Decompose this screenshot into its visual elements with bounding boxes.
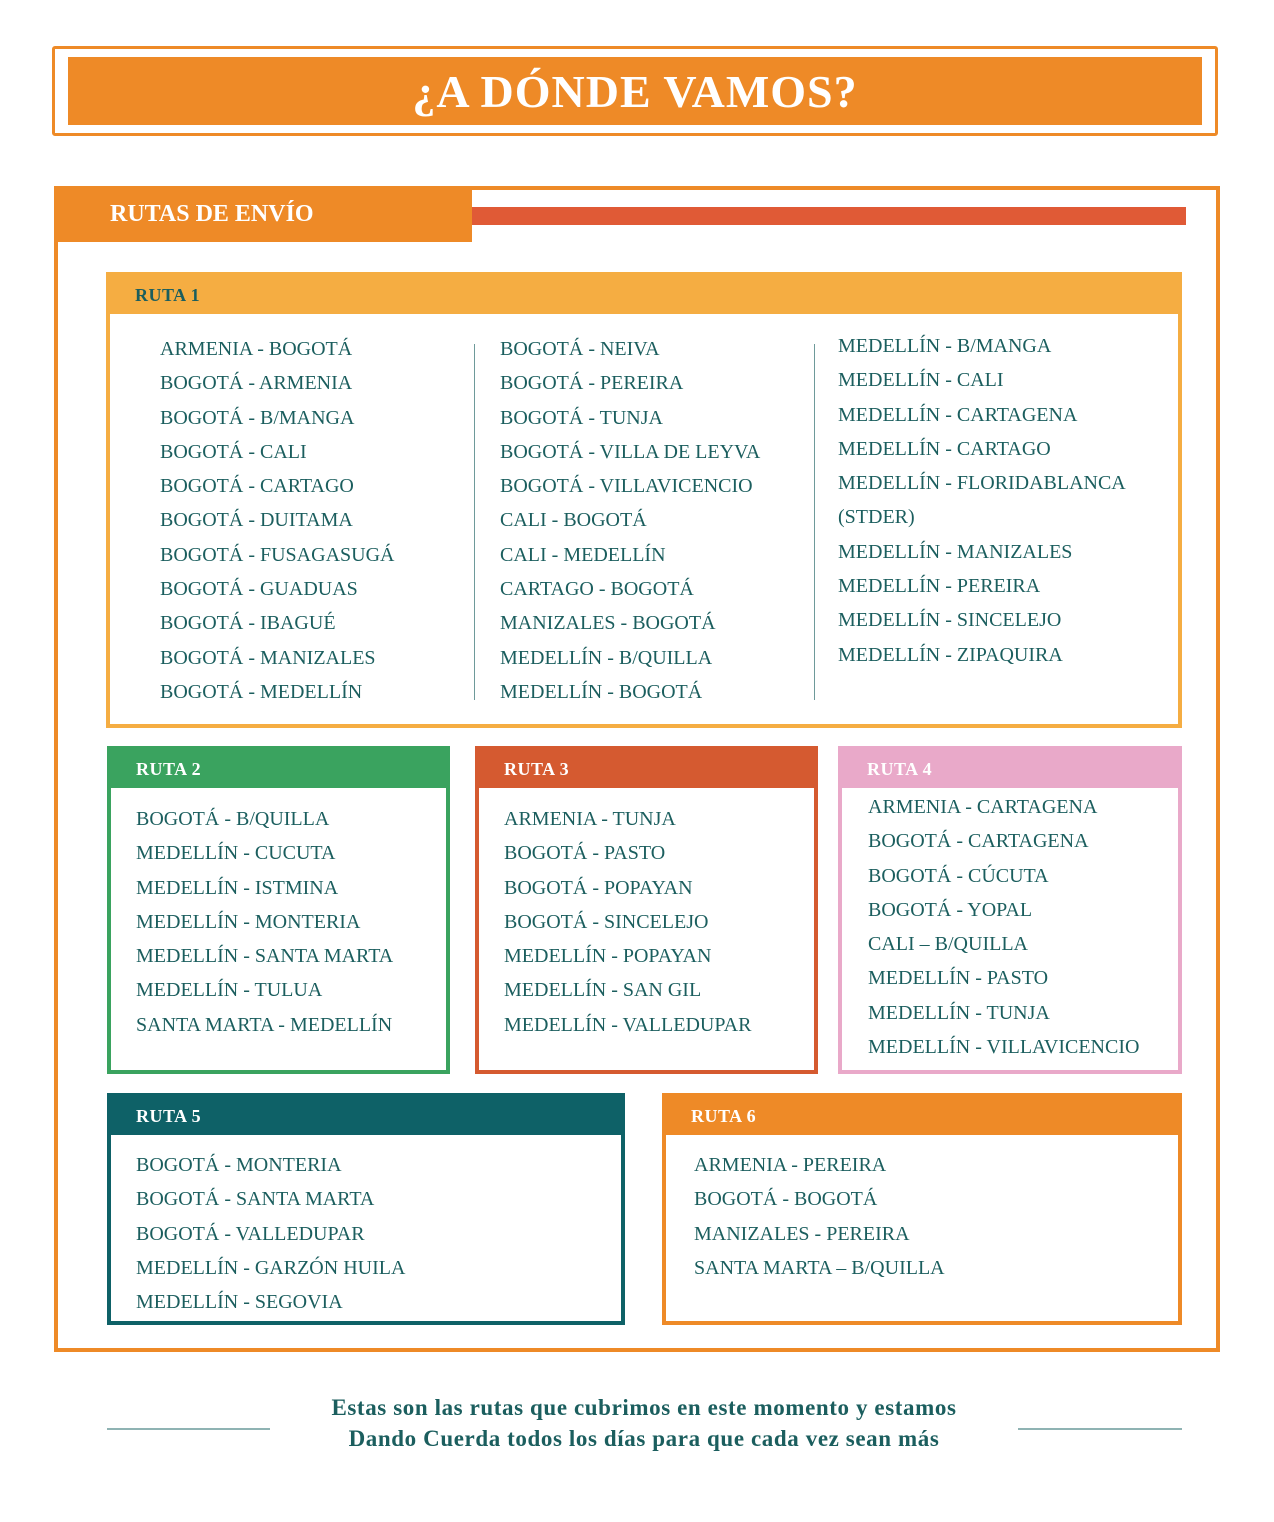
route-6-list bbox=[666, 1135, 1178, 1285]
route-item: BOGOTÁ - MEDELLÍN bbox=[160, 680, 363, 703]
footer-line-1: Estas son las rutas que cubrimos en este momento y estamos bbox=[331, 1395, 957, 1420]
route-3-list bbox=[479, 788, 814, 1042]
route-item: MEDELLÍN - VILLAVICENCIO bbox=[868, 1036, 1140, 1059]
route-item: SANTA MARTA – B/QUILLA bbox=[694, 1256, 945, 1279]
route-item: MEDELLÍN - POPAYAN bbox=[504, 945, 712, 968]
route-item: MEDELLÍN - MANIZALES bbox=[838, 540, 1073, 563]
route-item: BOGOTÁ - POPAYAN bbox=[504, 876, 693, 899]
route-item: BOGOTÁ - VALLEDUPAR bbox=[136, 1222, 365, 1245]
route-item: CARTAGO - BOGOTÁ bbox=[500, 578, 694, 601]
route-item: MEDELLÍN - VALLEDUPAR bbox=[504, 1013, 752, 1036]
section-accent-bar bbox=[472, 207, 1186, 225]
footer-message bbox=[270, 1392, 1018, 1454]
footer-line-2: Dando Cuerda todos los días para que cada vez sean más bbox=[348, 1426, 940, 1451]
route-5-header: RUTA 5 bbox=[111, 1097, 621, 1135]
route-4-header: RUTA 4 bbox=[842, 750, 1178, 788]
route-item: BOGOTÁ - PEREIRA bbox=[500, 372, 684, 395]
page-title: ¿A DÓNDE VAMOS? bbox=[412, 65, 858, 117]
route-item: MEDELLÍN - SAN GIL bbox=[504, 979, 702, 1002]
route-1-header: RUTA 1 bbox=[110, 276, 1178, 314]
route-item: (STDER) bbox=[838, 506, 915, 529]
route-item: BOGOTÁ - BOGOTÁ bbox=[694, 1188, 878, 1211]
route-item: CALI - MEDELLÍN bbox=[500, 543, 666, 566]
route-item: BOGOTÁ - CALI bbox=[160, 440, 307, 463]
route-item: MANIZALES - BOGOTÁ bbox=[500, 612, 716, 635]
route-item: BOGOTÁ - CÚCUTA bbox=[868, 864, 1049, 887]
route-item: MEDELLÍN - ZIPAQUIRA bbox=[838, 643, 1063, 666]
route-item: MEDELLÍN - CALI bbox=[838, 369, 1004, 392]
route-item: BOGOTÁ - DUITAMA bbox=[160, 509, 353, 532]
route-item: MEDELLÍN - B/QUILLA bbox=[500, 646, 713, 669]
route-item: BOGOTÁ - CARTAGO bbox=[160, 475, 354, 498]
route-1-box bbox=[106, 272, 1182, 728]
route-item: BOGOTÁ - PASTO bbox=[504, 842, 666, 865]
route-2-box bbox=[107, 746, 450, 1074]
footer-rule-right bbox=[1018, 1428, 1182, 1430]
route-4-box bbox=[838, 746, 1182, 1074]
route-item: ARMENIA - TUNJA bbox=[504, 808, 676, 830]
route-item: MEDELLÍN - TUNJA bbox=[868, 1001, 1050, 1024]
route-2-header: RUTA 2 bbox=[111, 750, 446, 788]
route-item: BOGOTÁ - TUNJA bbox=[500, 406, 663, 429]
footer-rule-left bbox=[107, 1428, 270, 1430]
route-6-header: RUTA 6 bbox=[666, 1097, 1178, 1135]
route-item: SANTA MARTA - MEDELLÍN bbox=[136, 1013, 393, 1036]
route-item: ARMENIA - PEREIRA bbox=[694, 1154, 887, 1176]
route-item: BOGOTÁ - YOPAL bbox=[868, 898, 1033, 921]
route-item: MEDELLÍN - CUCUTA bbox=[136, 842, 336, 865]
route-item: BOGOTÁ - MONTERIA bbox=[136, 1154, 342, 1176]
route-item: MEDELLÍN - CARTAGO bbox=[838, 437, 1051, 460]
route-item: ARMENIA - BOGOTÁ bbox=[160, 338, 353, 360]
route-3-header: RUTA 3 bbox=[479, 750, 814, 788]
column-divider bbox=[814, 344, 815, 700]
route-item: BOGOTÁ - NEIVA bbox=[500, 338, 660, 360]
title-banner-fill bbox=[68, 57, 1202, 125]
route-item: BOGOTÁ - ARMENIA bbox=[160, 372, 353, 395]
route-5-list bbox=[111, 1135, 621, 1319]
title-banner bbox=[52, 46, 1218, 136]
route-item: BOGOTÁ - VILLAVICENCIO bbox=[500, 475, 753, 498]
route-item: MANIZALES - PEREIRA bbox=[694, 1222, 910, 1245]
route-item: MEDELLÍN - MONTERIA bbox=[136, 910, 361, 933]
route-4-list bbox=[842, 788, 1178, 1064]
route-item: MEDELLÍN - PEREIRA bbox=[838, 575, 1041, 598]
column-divider bbox=[474, 344, 475, 700]
route-item: MEDELLÍN - PASTO bbox=[868, 967, 1049, 990]
route-item: MEDELLÍN - SEGOVIA bbox=[136, 1291, 343, 1314]
route-item: MEDELLÍN - GARZÓN HUILA bbox=[136, 1256, 406, 1279]
route-item: MEDELLÍN - B/MANGA bbox=[838, 335, 1052, 357]
route-item: MEDELLÍN - ISTMINA bbox=[136, 876, 339, 899]
route-item: MEDELLÍN - FLORIDABLANCA bbox=[838, 472, 1126, 495]
route-1-column-3 bbox=[838, 329, 1126, 672]
route-item: BOGOTÁ - SINCELEJO bbox=[504, 910, 709, 933]
route-item: CALI - BOGOTÁ bbox=[500, 509, 647, 532]
route-1-column-1 bbox=[160, 332, 394, 709]
route-item: MEDELLÍN - SANTA MARTA bbox=[136, 945, 394, 968]
route-item: BOGOTÁ - CARTAGENA bbox=[868, 830, 1089, 853]
route-item: BOGOTÁ - MANIZALES bbox=[160, 646, 376, 669]
route-item: BOGOTÁ - IBAGUÉ bbox=[160, 612, 336, 635]
route-item: MEDELLÍN - SINCELEJO bbox=[838, 609, 1062, 632]
route-item: ARMENIA - CARTAGENA bbox=[868, 796, 1098, 818]
route-5-box bbox=[107, 1093, 625, 1325]
route-item: BOGOTÁ - VILLA DE LEYVA bbox=[500, 440, 761, 463]
route-item: BOGOTÁ - B/QUILLA bbox=[136, 808, 330, 830]
route-3-box bbox=[475, 746, 818, 1074]
route-6-box bbox=[662, 1093, 1182, 1325]
section-title: RUTAS DE ENVÍO bbox=[54, 186, 472, 242]
route-item: MEDELLÍN - CARTAGENA bbox=[838, 403, 1078, 426]
route-item: BOGOTÁ - FUSAGASUGÁ bbox=[160, 543, 395, 566]
route-item: BOGOTÁ - SANTA MARTA bbox=[136, 1188, 375, 1211]
route-1-column-2 bbox=[500, 332, 760, 709]
route-item: BOGOTÁ - B/MANGA bbox=[160, 406, 355, 429]
route-item: MEDELLÍN - BOGOTÁ bbox=[500, 680, 703, 703]
route-item: BOGOTÁ - GUADUAS bbox=[160, 578, 358, 601]
route-item: MEDELLÍN - TULUA bbox=[136, 979, 323, 1002]
route-item: CALI – B/QUILLA bbox=[868, 933, 1028, 956]
route-2-list bbox=[111, 788, 446, 1042]
